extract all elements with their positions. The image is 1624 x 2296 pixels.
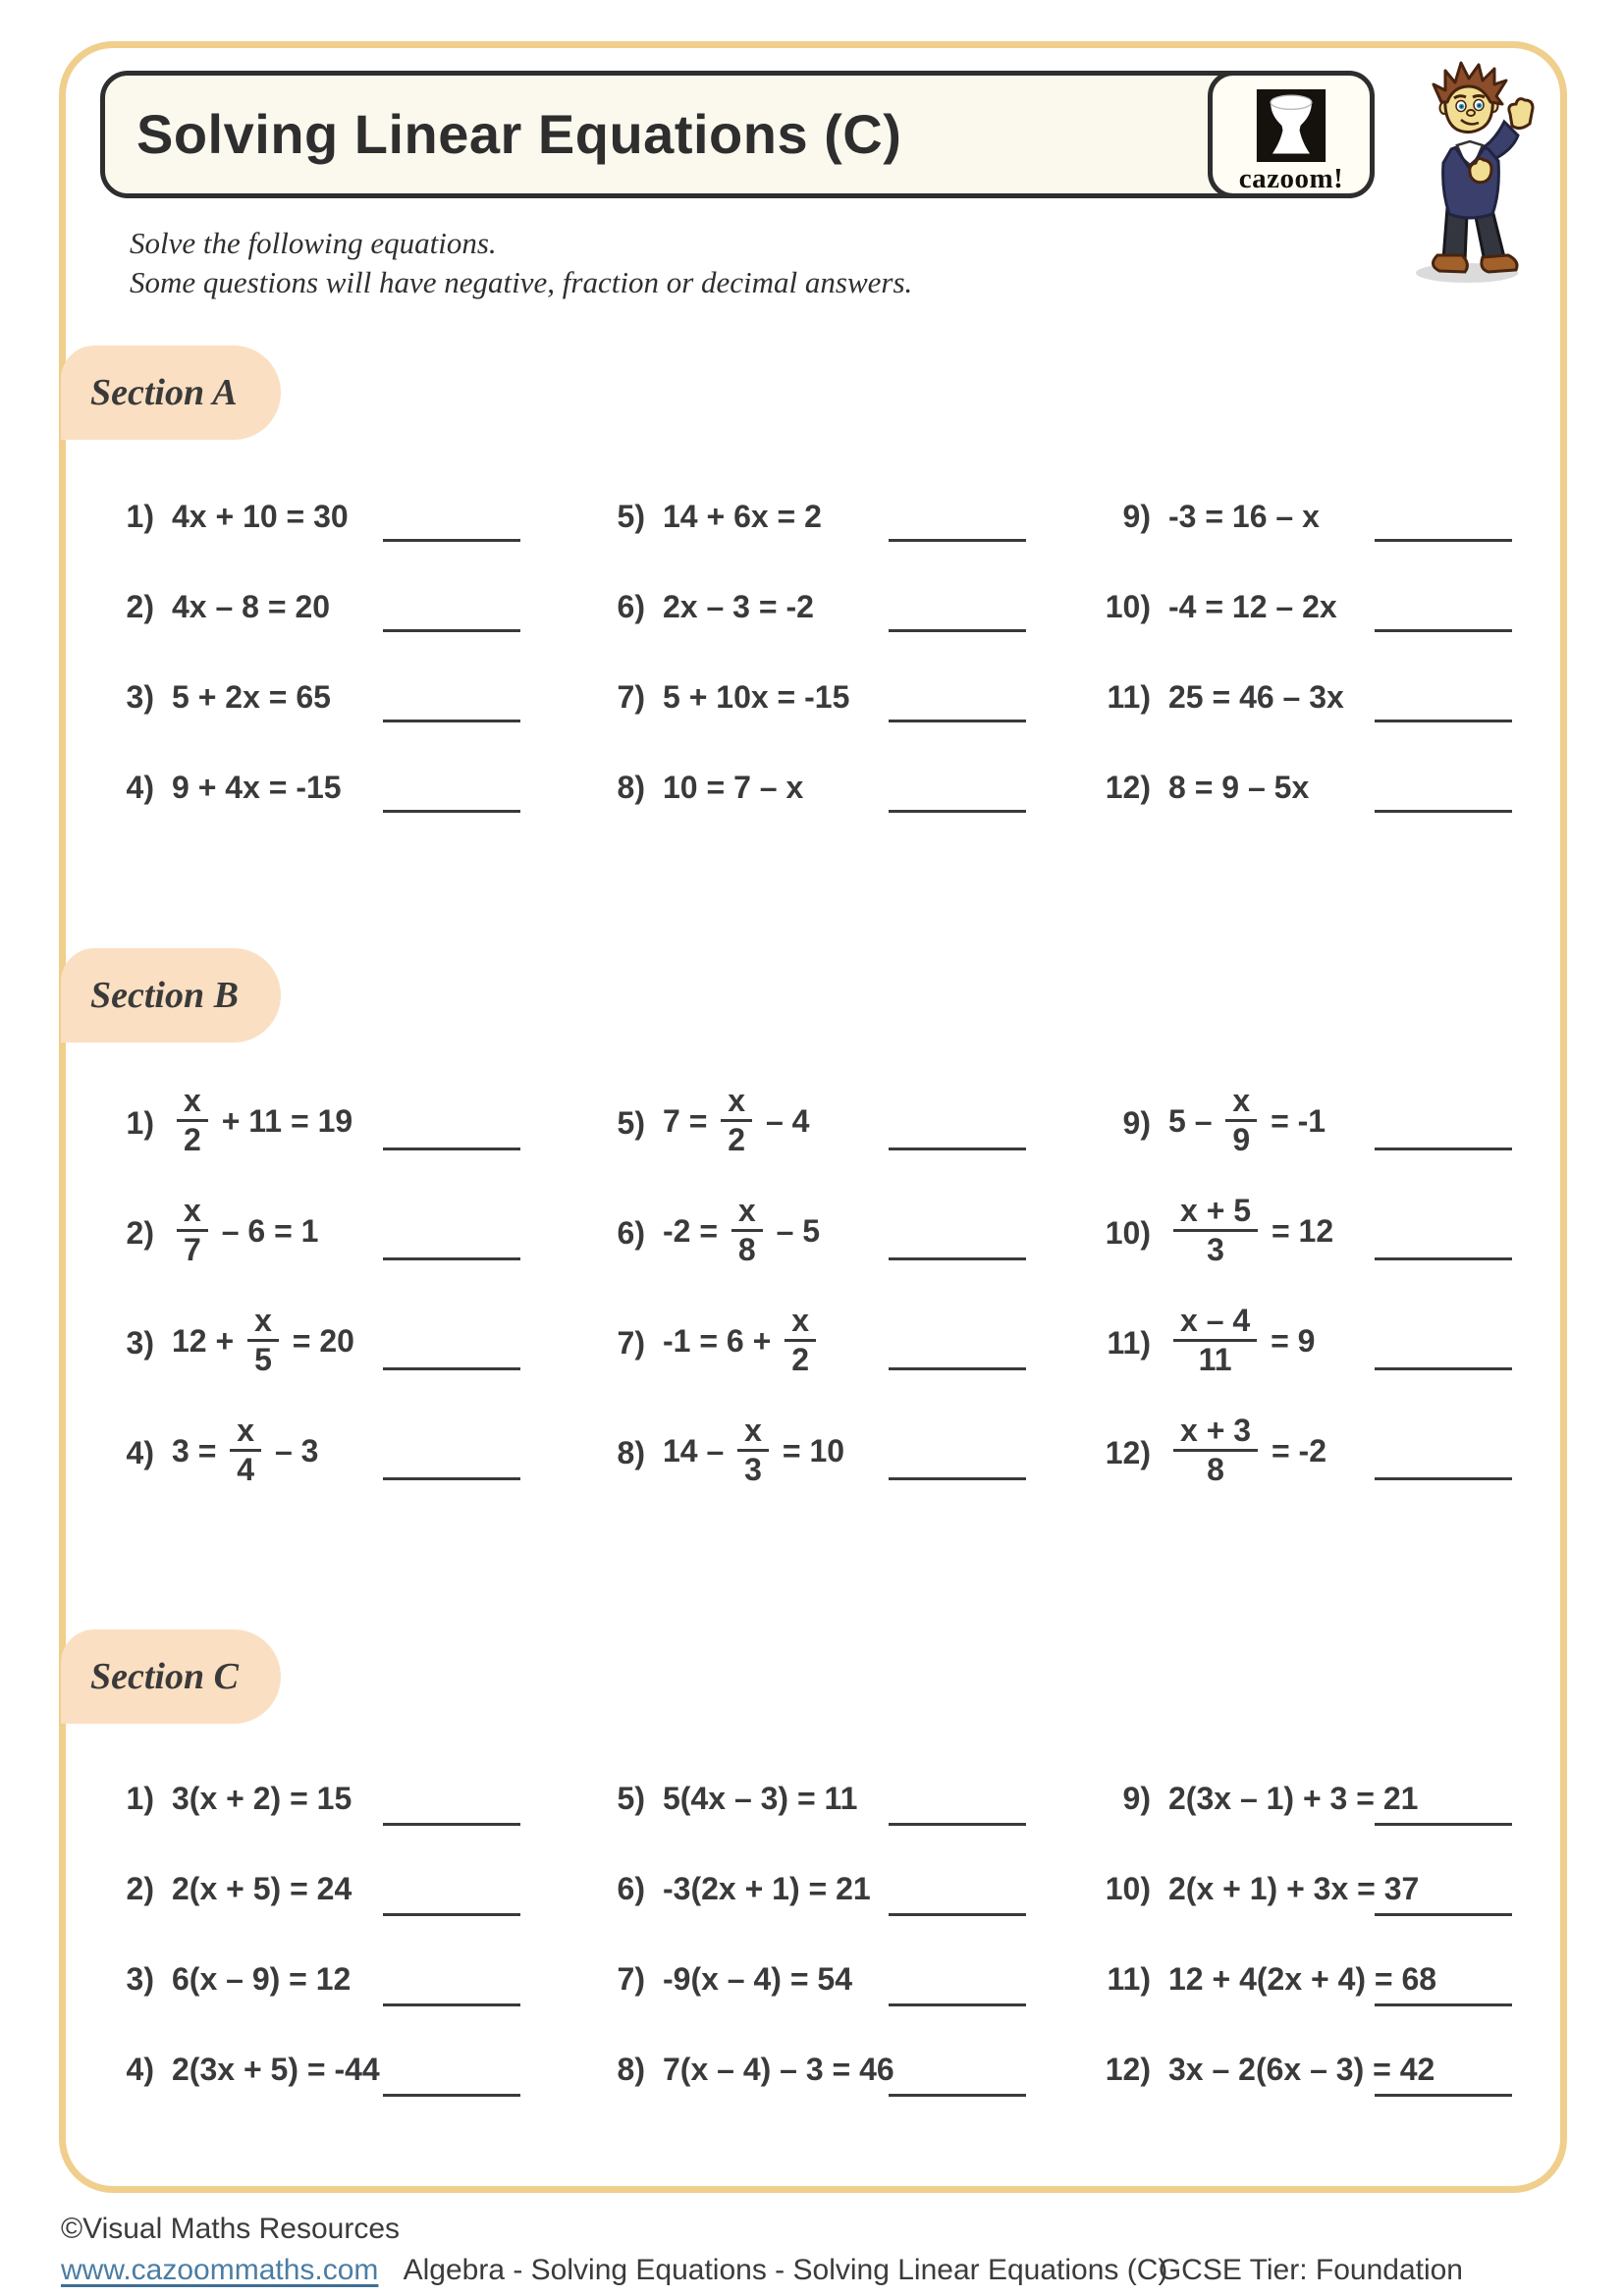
answer-line[interactable] [383, 720, 520, 722]
question-number: 9) [1122, 1104, 1151, 1141]
equation: 4x – 8 = 20 [172, 588, 331, 624]
answer-line[interactable] [889, 810, 1026, 813]
question-number: 8) [617, 2051, 645, 2087]
question [93, 1753, 565, 1843]
instructions-line-1: Solve the following equations. [130, 226, 497, 260]
equation: 12 + 4(2x + 4) = 68 [1168, 1960, 1437, 1997]
answer-line[interactable] [1375, 720, 1512, 722]
equation: 9 + 4x = -15 [172, 769, 342, 805]
answer-line[interactable] [1375, 1823, 1512, 1826]
answer-line[interactable] [383, 810, 520, 813]
equation: 8 = 9 – 5x [1168, 769, 1310, 805]
question [565, 1753, 1070, 1843]
question-number: 6) [617, 1870, 645, 1906]
question-number: 9) [1122, 1780, 1151, 1816]
question [1070, 1068, 1556, 1178]
mascot-boy-thumbs-up [1396, 59, 1543, 290]
page-title: Solving Linear Equations (C) [136, 103, 902, 165]
question [93, 471, 565, 561]
equation: 5 + 2x = 65 [172, 678, 331, 715]
answer-line[interactable] [1375, 1477, 1512, 1480]
equation: -9(x – 4) = 54 [663, 1960, 852, 1997]
answer-line[interactable] [889, 1913, 1026, 1916]
answer-line[interactable] [383, 1477, 520, 1480]
question-number: 4) [126, 1434, 154, 1470]
answer-line[interactable] [383, 1823, 520, 1826]
fraction: $\frac{x}{8}$ [731, 1196, 763, 1265]
instructions-line-2: Some questions will have negative, fraction or decimal answers. [130, 265, 913, 299]
section-a-questions [93, 471, 1556, 832]
question [93, 1934, 565, 2024]
answer-line[interactable] [889, 539, 1026, 542]
equation: 3 = $\frac{x}{4}$ – 3 [172, 1412, 319, 1487]
answer-line[interactable] [1375, 2094, 1512, 2097]
answer-line[interactable] [889, 1148, 1026, 1150]
equation: -2 = $\frac{x}{8}$ – 5 [663, 1192, 821, 1267]
question [93, 1288, 565, 1398]
answer-line[interactable] [1375, 1913, 1512, 1916]
answer-line[interactable] [889, 1367, 1026, 1370]
answer-line[interactable] [383, 2094, 520, 2097]
question [1070, 2024, 1556, 2114]
djembe-drum-icon [1256, 89, 1326, 162]
question-number: 9) [1122, 498, 1151, 534]
question [1070, 1753, 1556, 1843]
question-number: 7) [617, 678, 645, 715]
answer-line[interactable] [383, 1913, 520, 1916]
question-number: 5) [617, 1104, 645, 1141]
question [1070, 561, 1556, 652]
question [565, 1843, 1070, 1934]
answer-line[interactable] [889, 1257, 1026, 1260]
equation: -3(2x + 1) = 21 [663, 1870, 871, 1906]
question-number: 10) [1105, 1870, 1151, 1906]
worksheet-title-bar [100, 71, 1375, 198]
equation: 10 = 7 – x [663, 769, 804, 805]
question [93, 2024, 565, 2114]
equation: 2(3x + 5) = -44 [172, 2051, 380, 2087]
question-number: 3) [126, 678, 154, 715]
equation: 25 = 46 – 3x [1168, 678, 1344, 715]
question-number: 5) [617, 498, 645, 534]
question [565, 1934, 1070, 2024]
question [93, 561, 565, 652]
question-number: 7) [617, 1960, 645, 1997]
question [565, 1398, 1070, 1508]
question-number: 8) [617, 1434, 645, 1470]
answer-line[interactable] [889, 629, 1026, 632]
question-number: 1) [126, 498, 154, 534]
section-a-badge: Section A [61, 346, 281, 440]
answer-line[interactable] [383, 1257, 520, 1260]
question-number: 8) [617, 769, 645, 805]
section-c-badge: Section C [61, 1629, 281, 1724]
question [1070, 1843, 1556, 1934]
question [565, 1178, 1070, 1288]
question-number: 2) [126, 1214, 154, 1251]
section-b-questions [93, 1068, 1556, 1508]
equation: -3 = 16 – x [1168, 498, 1320, 534]
equation: 3x – 2(6x – 3) = 42 [1168, 2051, 1435, 2087]
question-number: 6) [617, 1214, 645, 1251]
answer-line[interactable] [383, 1148, 520, 1150]
equation: 5 + 10x = -15 [663, 678, 850, 715]
question [93, 1398, 565, 1508]
equation: $\frac{x + 3}{8}$ = -2 [1168, 1418, 1326, 1488]
equation: 14 + 6x = 2 [663, 498, 822, 534]
answer-line[interactable] [889, 2094, 1026, 2097]
equation: $\frac{x}{7}$ – 6 = 1 [172, 1199, 318, 1268]
equation: 2x – 3 = -2 [663, 588, 814, 624]
fraction: $\frac{x}{2}$ [785, 1306, 816, 1375]
footer-website-link[interactable]: www.cazoommaths.com [61, 2254, 379, 2286]
question-number: 4) [126, 769, 154, 805]
answer-line[interactable] [1375, 1257, 1512, 1260]
cazoom-logo-text: cazoom! [1238, 163, 1344, 194]
question [565, 1288, 1070, 1398]
question-number: 10) [1105, 588, 1151, 624]
footer-breadcrumb: Algebra - Solving Equations - Solving Linear Equations (C) [403, 2254, 1168, 2286]
answer-line[interactable] [889, 2003, 1026, 2006]
answer-line[interactable] [1375, 1367, 1512, 1370]
fraction: $\frac{x + 5}{3}$ [1173, 1196, 1258, 1265]
question [565, 652, 1070, 742]
question [1070, 742, 1556, 832]
question [1070, 471, 1556, 561]
question-number: 12) [1105, 769, 1151, 805]
fraction: $\frac{x}{2}$ [177, 1086, 208, 1155]
fraction: $\frac{x}{5}$ [247, 1306, 279, 1375]
equation: 2(3x – 1) + 3 = 21 [1168, 1780, 1419, 1816]
equation: 7(x – 4) – 3 = 46 [663, 2051, 894, 2087]
answer-line[interactable] [889, 1823, 1026, 1826]
question-number: 3) [126, 1960, 154, 1997]
question [1070, 1934, 1556, 2024]
question [1070, 652, 1556, 742]
question [93, 1068, 565, 1178]
question-number: 3) [126, 1324, 154, 1361]
cazoom-logo [1208, 71, 1375, 198]
answer-line[interactable] [889, 720, 1026, 722]
instructions [130, 224, 912, 302]
section-b-badge: Section B [61, 948, 281, 1042]
fraction: $\frac{x}{3}$ [737, 1415, 769, 1485]
equation: 2(x + 5) = 24 [172, 1870, 352, 1906]
question-number: 1) [126, 1104, 154, 1141]
fraction: $\frac{x}{9}$ [1225, 1086, 1257, 1155]
footer-tier-label: GCSE Tier: Foundation [1158, 2254, 1463, 2286]
question-number: 11) [1107, 1324, 1151, 1361]
question-number: 1) [126, 1780, 154, 1816]
answer-line[interactable] [383, 539, 520, 542]
question [565, 2024, 1070, 2114]
footer-copyright: ©Visual Maths Resources [61, 2213, 401, 2245]
answer-line[interactable] [383, 629, 520, 632]
question-number: 11) [1107, 1960, 1151, 1997]
equation: -4 = 12 – 2x [1168, 588, 1337, 624]
equation: 3(x + 2) = 15 [172, 1780, 352, 1816]
fraction: $\frac{x}{2}$ [721, 1086, 752, 1155]
answer-line[interactable] [1375, 810, 1512, 813]
equation: 6(x – 9) = 12 [172, 1960, 352, 1997]
question [93, 1843, 565, 1934]
question-number: 12) [1105, 2051, 1151, 2087]
equation: $\frac{x}{2}$ + 11 = 19 [172, 1089, 352, 1158]
fraction: $\frac{x}{4}$ [230, 1415, 261, 1485]
question [93, 742, 565, 832]
fraction: $\frac{x - 4}{11}$ [1173, 1306, 1257, 1375]
equation: 4x + 10 = 30 [172, 498, 349, 534]
equation: 12 + $\frac{x}{5}$ = 20 [172, 1302, 354, 1377]
equation: 14 – $\frac{x}{3}$ = 10 [663, 1412, 845, 1487]
answer-line[interactable] [1375, 2003, 1512, 2006]
question [1070, 1288, 1556, 1398]
equation: $\frac{x - 4}{11}$ = 9 [1168, 1308, 1315, 1378]
question-number: 10) [1105, 1214, 1151, 1251]
fraction: $\frac{x}{7}$ [177, 1196, 208, 1265]
answer-line[interactable] [1375, 539, 1512, 542]
question [93, 1178, 565, 1288]
equation: 5(4x – 3) = 11 [663, 1780, 858, 1816]
question-number: 12) [1105, 1434, 1151, 1470]
equation: -1 = 6 + $\frac{x}{2}$ [663, 1308, 821, 1378]
equation: 7 = $\frac{x}{2}$ – 4 [663, 1082, 810, 1157]
question [565, 1068, 1070, 1178]
question-number: 11) [1107, 678, 1151, 715]
equation: $\frac{x + 5}{3}$ = 12 [1168, 1199, 1333, 1268]
answer-line[interactable] [1375, 629, 1512, 632]
answer-line[interactable] [1375, 1148, 1512, 1150]
question [565, 471, 1070, 561]
question-number: 7) [617, 1324, 645, 1361]
section-c-questions [93, 1753, 1556, 2114]
question-number: 2) [126, 1870, 154, 1906]
question [565, 742, 1070, 832]
equation: 2(x + 1) + 3x = 37 [1168, 1870, 1420, 1906]
question [1070, 1178, 1556, 1288]
question-number: 2) [126, 588, 154, 624]
question-number: 5) [617, 1780, 645, 1816]
question-number: 6) [617, 588, 645, 624]
question [565, 561, 1070, 652]
question-number: 4) [126, 2051, 154, 2087]
answer-line[interactable] [383, 1367, 520, 1370]
equation: 5 – $\frac{x}{9}$ = -1 [1168, 1082, 1326, 1157]
question [93, 652, 565, 742]
question [1070, 1398, 1556, 1508]
fraction: $\frac{x + 3}{8}$ [1173, 1415, 1258, 1485]
answer-line[interactable] [889, 1477, 1026, 1480]
answer-line[interactable] [383, 2003, 520, 2006]
